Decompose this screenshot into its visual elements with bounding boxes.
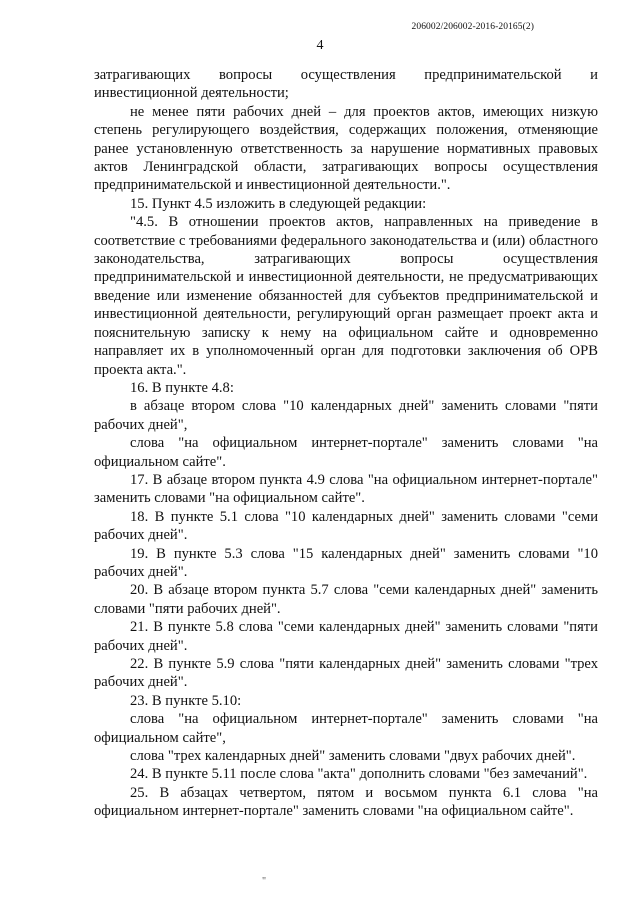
- item-20: 20. В абзаце втором пункта 5.7 слова "семи календарных дней" заменить словами "пяти рабочих дней".: [94, 582, 598, 617]
- item-22: 22. В пункте 5.9 слова "пяти календарных дней" заменить словами "трех рабочих дней".: [94, 656, 598, 691]
- item-17: 17. В абзаце втором пункта 4.9 слова "на официальном интернет-портале" заменить словами "на официальном сайте".: [94, 471, 598, 507]
- item-25: 25. В абзацах четвертом, пятом и восьмом пункта 6.1 слова "на официальном интернет-портале" заменить словами "на официальном сайте".: [94, 784, 598, 820]
- document-body: [94, 66, 598, 821]
- item-23-sub-1: слова "на официальном интернет-портале" заменить словами "на официальном сайте",: [94, 711, 598, 746]
- paragraph-continuation: затрагивающих вопросы осуществления предпринимательской и инвестиционной деятельности;: [94, 67, 598, 102]
- document-id: 206002/206002-2016-20165(2): [411, 22, 534, 32]
- item-19: 19. В пункте 5.3 слова "15 календарных дней" заменить словами "10 рабочих дней".: [94, 545, 598, 580]
- item-24: 24. В пункте 5.11 после слова "акта" дополнить словами "без замечаний".: [130, 766, 588, 783]
- footer-mark: ": [262, 876, 267, 887]
- item-16: 16. В пункте 4.8:: [130, 379, 234, 396]
- item-15: 15. Пункт 4.5 изложить в следующей редакции:: [130, 195, 427, 212]
- item-23: 23. В пункте 5.10:: [130, 692, 242, 709]
- paragraph: не менее пяти рабочих дней – для проектов актов, имеющих низкую степень регулирующего воздействия, содержащих положения, отменяющие ранее установленную ответственность за нарушение нормативных правовых актов Ленинградской области, затрагивающих вопросы осуществления предпринимательской и инвестиционной деятельности.".: [94, 103, 598, 194]
- item-16-sub-1: в абзаце втором слова "10 календарных дней" заменить словами "пяти рабочих дней",: [94, 398, 598, 433]
- item-18: 18. В пункте 5.1 слова "10 календарных дней" заменить словами "семи рабочих дней".: [94, 508, 598, 544]
- item-21: 21. В пункте 5.8 слова "семи календарных дней" заменить словами "пяти рабочих дней".: [94, 619, 598, 654]
- item-23-sub-2: слова "трех календарных дней" заменить словами "двух рабочих дней".: [130, 748, 576, 765]
- item-4-5-quote: "4.5. В отношении проектов актов, направленных на приведение в соответствие с требованиями федерального законодательства и (или) областного законодательства, затрагивающих вопросы осуществления предпринимательской и инвестиционной деятельности, не предусматривающих введение или изменение обязанностей для субъектов предпринимательской и инвестиционной деятельности, регулирующий орган размещает проект акта и пояснительную записку к нему на официальном сайте и одновременно направляет их в уполномоченный орган для подготовки заключения об ОРВ проекта акта.".: [94, 214, 598, 378]
- page-number: 4: [316, 38, 324, 53]
- item-16-sub-2: слова "на официальном интернет-портале" заменить словами "на официальном сайте".: [94, 435, 598, 470]
